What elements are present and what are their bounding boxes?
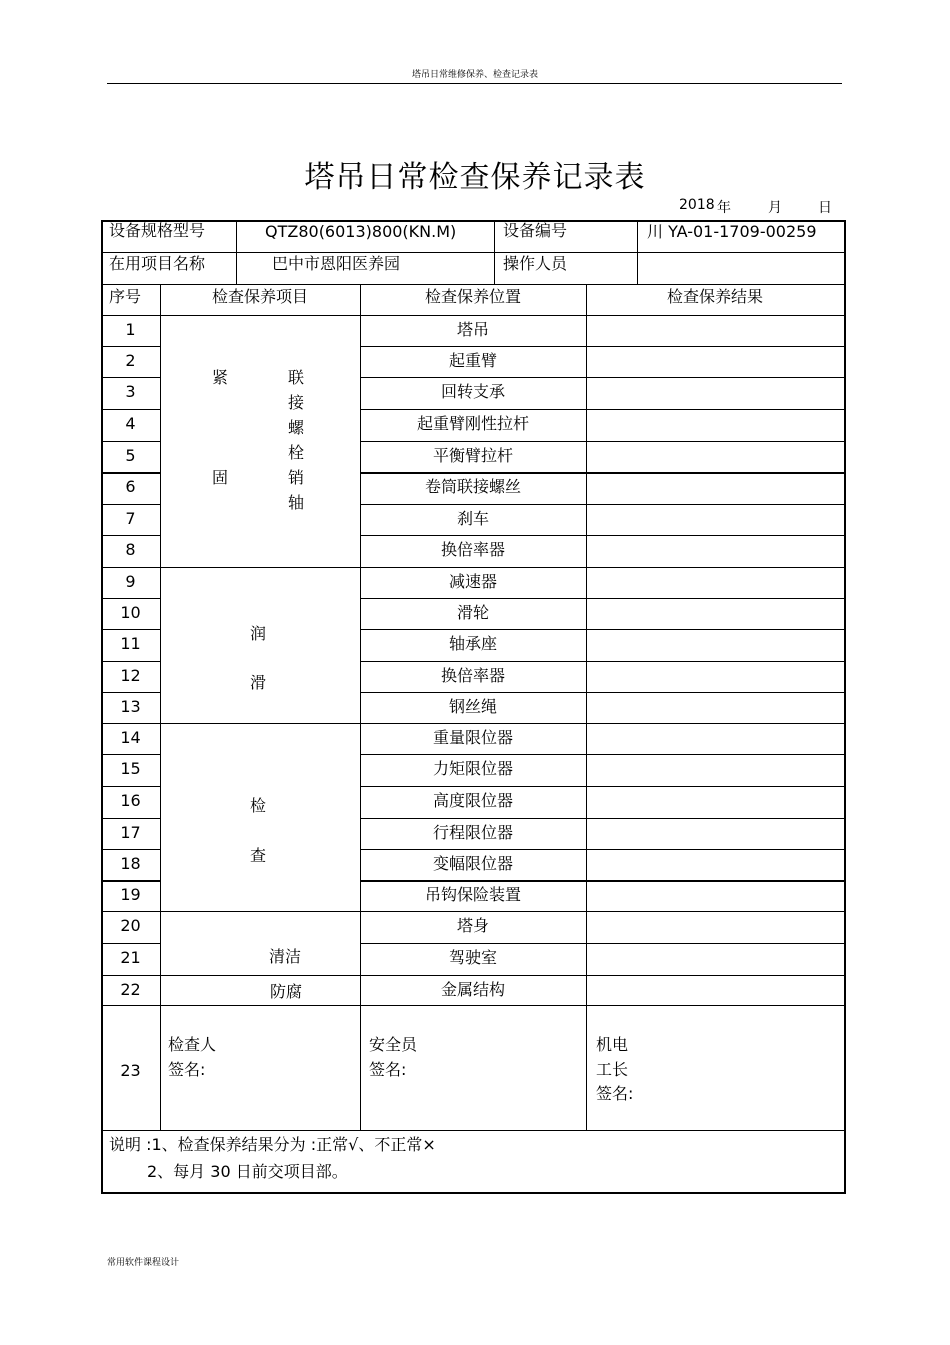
row-divider — [360, 472, 846, 474]
col-divider — [236, 221, 237, 284]
col-divider — [637, 221, 638, 284]
page-footer: 常用软件课程设计 — [107, 1258, 180, 1268]
row-divider — [101, 880, 160, 882]
row-divider — [101, 598, 160, 599]
row-number: 22 — [120, 980, 141, 999]
row-number: 14 — [120, 728, 141, 747]
check-result-cell[interactable] — [587, 854, 844, 874]
check-result-cell[interactable] — [587, 509, 844, 529]
group-lubrication-1: 润 — [249, 624, 266, 643]
row-divider — [360, 754, 846, 755]
row-divider — [101, 535, 160, 536]
check-position: 卷筒联接螺丝 — [424, 477, 521, 496]
row-number: 21 — [120, 948, 141, 967]
check-result-cell[interactable] — [587, 603, 844, 623]
check-result-cell[interactable] — [587, 759, 844, 779]
check-position: 力矩限位器 — [432, 759, 513, 778]
check-position: 刹车 — [456, 509, 489, 528]
group-fastening-left-2: 固 — [211, 468, 228, 487]
check-position: 塔身 — [456, 916, 489, 935]
check-result-cell[interactable] — [587, 948, 844, 968]
operator-label: 操作人员 — [503, 254, 568, 273]
check-position: 起重臂 — [448, 351, 497, 370]
note-line-2: 2、每月 30 日前交项目部。 — [147, 1162, 348, 1181]
row-number: 16 — [120, 791, 141, 810]
project-label: 在用项目名称 — [109, 254, 206, 273]
check-position: 滑轮 — [456, 603, 489, 622]
check-position: 轴承座 — [448, 634, 497, 653]
check-result-cell[interactable] — [587, 980, 844, 1000]
group-fastening-right-5: 销 — [287, 468, 304, 487]
row-divider — [101, 504, 160, 505]
check-result-cell[interactable] — [587, 916, 844, 936]
check-position: 吊钩保险装置 — [424, 885, 521, 904]
row-divider — [360, 786, 846, 787]
row-number: 15 — [120, 759, 141, 778]
check-result-cell[interactable] — [587, 728, 844, 748]
electrician-label-2: 工长 — [596, 1060, 629, 1079]
row-number: 10 — [120, 603, 141, 622]
check-position: 塔吊 — [456, 320, 489, 339]
row-number: 20 — [120, 916, 141, 935]
date-day-unit: 日 — [818, 200, 832, 216]
header-rule — [107, 83, 842, 84]
col-divider — [160, 284, 161, 1130]
row-number: 7 — [125, 509, 136, 528]
electrician-label-1: 机电 — [596, 1035, 629, 1054]
row-number: 11 — [120, 634, 141, 653]
group-anticorrosion: 防腐 — [269, 982, 302, 1001]
safety-officer-label: 安全员 — [369, 1035, 418, 1054]
row-divider — [101, 284, 846, 285]
check-position: 重量限位器 — [432, 728, 513, 747]
check-result-cell[interactable] — [587, 414, 844, 434]
row-divider — [101, 818, 160, 819]
row-divider — [360, 880, 846, 882]
row-divider — [101, 1130, 846, 1131]
row-number: 18 — [120, 854, 141, 873]
group-fastening-right-2: 接 — [287, 393, 304, 412]
note-line-1: 说明 :1、检查保养结果分为 :正常√、不正常× — [109, 1135, 436, 1154]
row-divider — [101, 723, 846, 724]
col-divider — [494, 221, 495, 284]
row-divider — [360, 535, 846, 536]
row-number: 3 — [125, 382, 136, 401]
group-fastening-right-6: 轴 — [287, 493, 304, 512]
row-number: 12 — [120, 666, 141, 685]
row-divider — [360, 849, 846, 850]
check-result-cell[interactable] — [587, 885, 844, 905]
row-number: 5 — [125, 446, 136, 465]
group-fastening-left-1: 紧 — [211, 368, 228, 387]
row-divider — [101, 252, 846, 253]
check-position: 行程限位器 — [432, 823, 513, 842]
check-result-cell[interactable] — [587, 666, 844, 686]
row-divider — [101, 377, 160, 378]
serial-label: 设备编号 — [503, 221, 568, 240]
running-header: 塔吊日常维修保养、检查记录表 — [411, 70, 538, 80]
row-divider — [360, 377, 846, 378]
row-divider — [101, 754, 160, 755]
group-inspection-1: 检 — [249, 796, 266, 815]
check-result-cell[interactable] — [587, 540, 844, 560]
row-divider — [101, 346, 160, 347]
check-result-cell[interactable] — [587, 477, 844, 497]
row-number: 17 — [120, 823, 141, 842]
serial-value: 川 YA-01-1709-00259 — [647, 222, 817, 241]
group-inspection-2: 查 — [249, 846, 266, 865]
col-result-header: 检查保养结果 — [666, 287, 763, 306]
row-divider — [101, 786, 160, 787]
check-position: 驾驶室 — [448, 948, 497, 967]
inspector-sign-label: 签名: — [168, 1060, 206, 1079]
check-result-cell[interactable] — [587, 791, 844, 811]
row-divider — [101, 472, 160, 474]
col-position-header: 检查保养位置 — [424, 287, 521, 306]
row-divider — [360, 409, 846, 410]
check-result-cell[interactable] — [587, 634, 844, 654]
row-divider — [360, 504, 846, 505]
check-position: 钢丝绳 — [448, 697, 497, 716]
page-title: 塔吊日常检查保养记录表 — [304, 160, 646, 195]
row-divider — [101, 849, 160, 850]
inspector-label: 检查人 — [168, 1035, 217, 1054]
safety-officer-sign-label: 签名: — [369, 1060, 407, 1079]
date-year: 2018 — [679, 197, 715, 213]
check-position: 减速器 — [448, 572, 497, 591]
check-result-cell[interactable] — [587, 572, 844, 592]
check-position: 高度限位器 — [432, 791, 513, 810]
date-year-unit: 年 — [717, 200, 731, 216]
group-fastening-right-3: 螺 — [287, 418, 304, 437]
check-position: 变幅限位器 — [432, 854, 513, 873]
row-number: 9 — [125, 572, 136, 591]
row-divider — [101, 975, 846, 976]
group-fastening-right-4: 栓 — [287, 443, 304, 462]
row-number: 8 — [125, 540, 136, 559]
check-position: 起重臂刚性拉杆 — [416, 414, 529, 433]
row-divider — [101, 1005, 846, 1006]
row-divider — [360, 346, 846, 347]
check-result-cell[interactable] — [587, 446, 844, 466]
row-divider — [101, 409, 160, 410]
row-divider — [101, 567, 846, 568]
row-divider — [101, 441, 160, 442]
group-fastening-right-1: 联 — [287, 368, 304, 387]
row-divider — [360, 598, 846, 599]
check-position: 金属结构 — [440, 980, 505, 999]
row-divider — [101, 943, 160, 944]
check-position: 平衡臂拉杆 — [432, 446, 513, 465]
row-divider — [360, 943, 846, 944]
col-item-header: 检查保养项目 — [211, 287, 308, 306]
row-divider — [360, 818, 846, 819]
check-result-cell[interactable] — [587, 382, 844, 402]
group-cleaning: 清洁 — [269, 947, 302, 966]
row-divider — [360, 441, 846, 442]
project-value: 巴中市恩阳医养园 — [272, 254, 401, 273]
row-divider — [101, 911, 846, 912]
row-number: 6 — [125, 477, 136, 496]
date-month-unit: 月 — [768, 200, 782, 216]
signature-row-no: 23 — [120, 1061, 141, 1080]
row-number: 2 — [125, 351, 136, 370]
check-result-cell[interactable] — [587, 351, 844, 371]
check-position: 回转支承 — [440, 382, 505, 401]
col-no-header: 序号 — [109, 287, 142, 306]
model-label: 设备规格型号 — [109, 221, 206, 240]
check-position: 换倍率器 — [440, 540, 505, 559]
group-lubrication-2: 滑 — [249, 673, 266, 692]
row-divider — [101, 692, 160, 693]
row-divider — [360, 692, 846, 693]
row-number: 4 — [125, 414, 136, 433]
row-divider — [360, 629, 846, 630]
check-position: 换倍率器 — [440, 666, 505, 685]
row-divider — [101, 629, 160, 630]
row-number: 13 — [120, 697, 141, 716]
check-result-cell[interactable] — [587, 823, 844, 843]
row-number: 19 — [120, 885, 141, 904]
row-divider — [101, 315, 846, 316]
electrician-sign-label: 签名: — [596, 1084, 634, 1103]
row-divider — [360, 661, 846, 662]
model-value: QTZ80(6013)800(KN.M) — [265, 222, 457, 241]
check-result-cell[interactable] — [587, 320, 844, 340]
row-number: 1 — [125, 320, 136, 339]
check-result-cell[interactable] — [587, 697, 844, 717]
row-divider — [101, 661, 160, 662]
